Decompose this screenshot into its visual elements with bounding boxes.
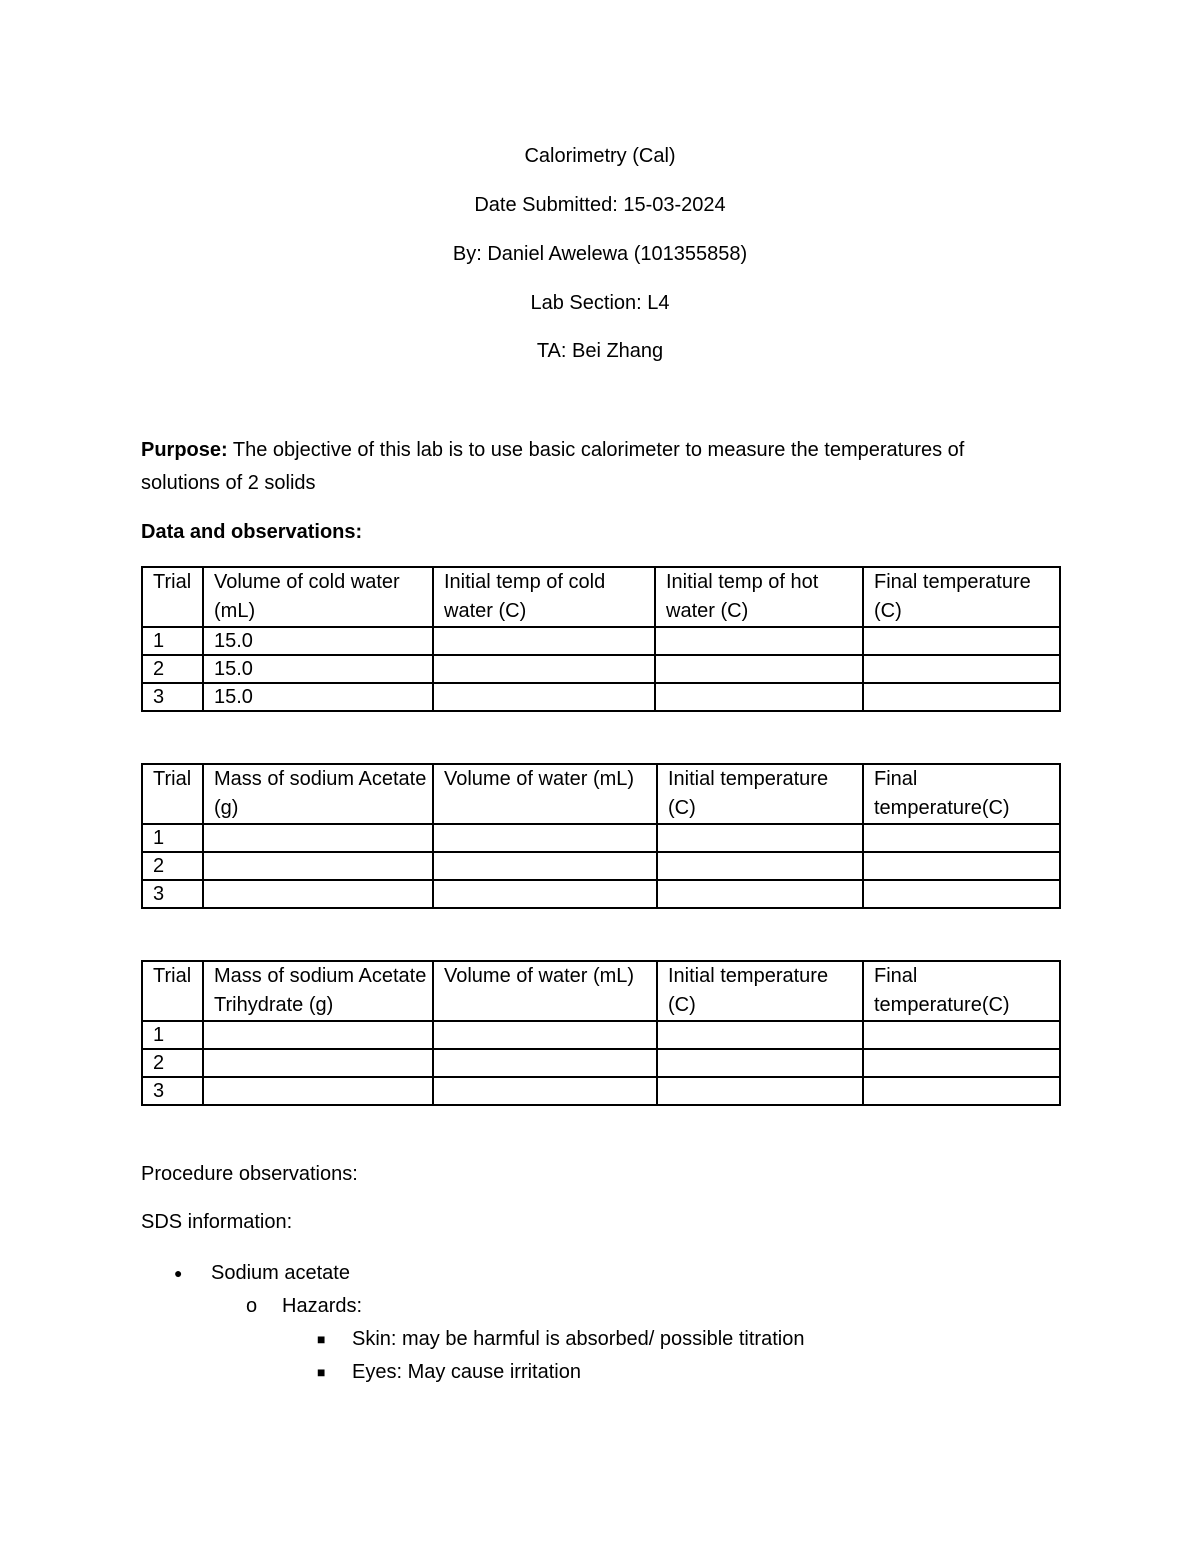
table-cell xyxy=(203,1077,433,1105)
table-cell xyxy=(203,824,433,852)
table-cell xyxy=(433,655,655,683)
header-cell: Volume of water (mL) xyxy=(433,961,657,1021)
header-cell: Trial xyxy=(142,764,203,824)
purpose-text-line2: solutions of 2 solids xyxy=(141,472,316,494)
table-cell: 15.0 xyxy=(203,627,433,655)
table-row xyxy=(142,655,1060,683)
table-cell xyxy=(203,1021,433,1049)
table-cell xyxy=(655,683,863,711)
bullet-disc-icon: ● xyxy=(174,1265,183,1281)
table-cell xyxy=(433,627,655,655)
table-cell xyxy=(203,880,433,908)
purpose-paragraph xyxy=(141,434,1041,500)
table-row xyxy=(142,1021,1060,1049)
bullet-square-icon: ■ xyxy=(317,1364,326,1380)
table-cell: 3 xyxy=(142,1077,203,1105)
table-cell: 15.0 xyxy=(203,683,433,711)
table-cell: 3 xyxy=(142,683,203,711)
list-item: Hazards: xyxy=(282,1295,363,1317)
table-cell xyxy=(657,880,863,908)
table-cell xyxy=(433,880,657,908)
table-cell: 1 xyxy=(142,824,203,852)
table-cell: 2 xyxy=(142,1049,203,1077)
sodium-acetate-trihydrate-table xyxy=(141,960,1061,1106)
list-item: Sodium acetate xyxy=(211,1262,350,1284)
table-row xyxy=(142,683,1060,711)
author-line: By: Daniel Awelewa (101355858) xyxy=(452,243,748,265)
table-cell xyxy=(657,1077,863,1105)
sodium-acetate-table xyxy=(141,763,1061,909)
table-cell xyxy=(433,1049,657,1077)
header-cell: Final temperature(C) xyxy=(863,764,1060,824)
header-cell: Initial temperature (C) xyxy=(657,764,863,824)
header-cell: Initial temperature (C) xyxy=(657,961,863,1021)
table-cell xyxy=(655,655,863,683)
table-cell: 2 xyxy=(142,852,203,880)
table-cell xyxy=(433,824,657,852)
header-cell: Mass of sodium Acetate Trihydrate (g) xyxy=(203,961,433,1021)
table-cell: 1 xyxy=(142,627,203,655)
table-cell xyxy=(657,824,863,852)
purpose-label: Purpose: xyxy=(141,439,228,461)
table-cell xyxy=(433,1077,657,1105)
table-cell xyxy=(203,852,433,880)
table-cell xyxy=(863,852,1060,880)
table-cell xyxy=(863,683,1060,711)
procedure-observations-label: Procedure observations: xyxy=(141,1163,358,1185)
table-row xyxy=(142,1049,1060,1077)
table-cell xyxy=(863,1077,1060,1105)
date-submitted: Date Submitted: 15-03-2024 xyxy=(474,194,726,216)
purpose-text-line1: The objective of this lab is to use basic calorimeter to measure the temperatures of xyxy=(232,439,965,461)
cold-water-table xyxy=(141,566,1061,712)
table-cell: 1 xyxy=(142,1021,203,1049)
report-title: Calorimetry (Cal) xyxy=(524,145,676,167)
ta-line: TA: Bei Zhang xyxy=(536,340,664,362)
table-cell xyxy=(433,852,657,880)
sds-information-label: SDS information: xyxy=(141,1211,293,1233)
header-cell: Final temperature (C) xyxy=(863,567,1060,627)
lab-section: Lab Section: L4 xyxy=(530,292,670,314)
table-row xyxy=(142,852,1060,880)
table-row xyxy=(142,824,1060,852)
header-cell: Volume of water (mL) xyxy=(433,764,657,824)
table-cell: 3 xyxy=(142,880,203,908)
table-header-row xyxy=(142,961,1060,1021)
list-item: Eyes: May cause irritation xyxy=(352,1361,581,1383)
table-cell xyxy=(203,1049,433,1077)
data-heading: Data and observations: xyxy=(141,521,363,543)
header-cell: Trial xyxy=(142,567,203,627)
table-cell xyxy=(863,655,1060,683)
bullet-circle-icon: o xyxy=(246,1295,258,1317)
table-cell: 2 xyxy=(142,655,203,683)
table-cell xyxy=(863,880,1060,908)
header-cell: Initial temp of hot water (C) xyxy=(655,567,863,627)
table-header-row xyxy=(142,764,1060,824)
header-cell: Final temperature(C) xyxy=(863,961,1060,1021)
table-row xyxy=(142,1077,1060,1105)
table-cell xyxy=(433,1021,657,1049)
table-cell xyxy=(863,1049,1060,1077)
table-cell xyxy=(655,627,863,655)
table-cell xyxy=(863,824,1060,852)
header-cell: Initial temp of cold water (C) xyxy=(433,567,655,627)
table-cell xyxy=(657,1021,863,1049)
table-row xyxy=(142,627,1060,655)
table-cell xyxy=(657,852,863,880)
table-row xyxy=(142,880,1060,908)
list-item: Skin: may be harmful is absorbed/ possible titration xyxy=(352,1328,805,1350)
bullet-square-icon: ■ xyxy=(317,1331,326,1347)
table-cell xyxy=(433,683,655,711)
table-cell xyxy=(863,627,1060,655)
table-cell xyxy=(657,1049,863,1077)
table-cell xyxy=(863,1021,1060,1049)
header-cell: Trial xyxy=(142,961,203,1021)
table-header-row xyxy=(142,567,1060,627)
header-cell: Mass of sodium Acetate (g) xyxy=(203,764,433,824)
header-cell: Volume of cold water (mL) xyxy=(203,567,433,627)
table-cell: 15.0 xyxy=(203,655,433,683)
